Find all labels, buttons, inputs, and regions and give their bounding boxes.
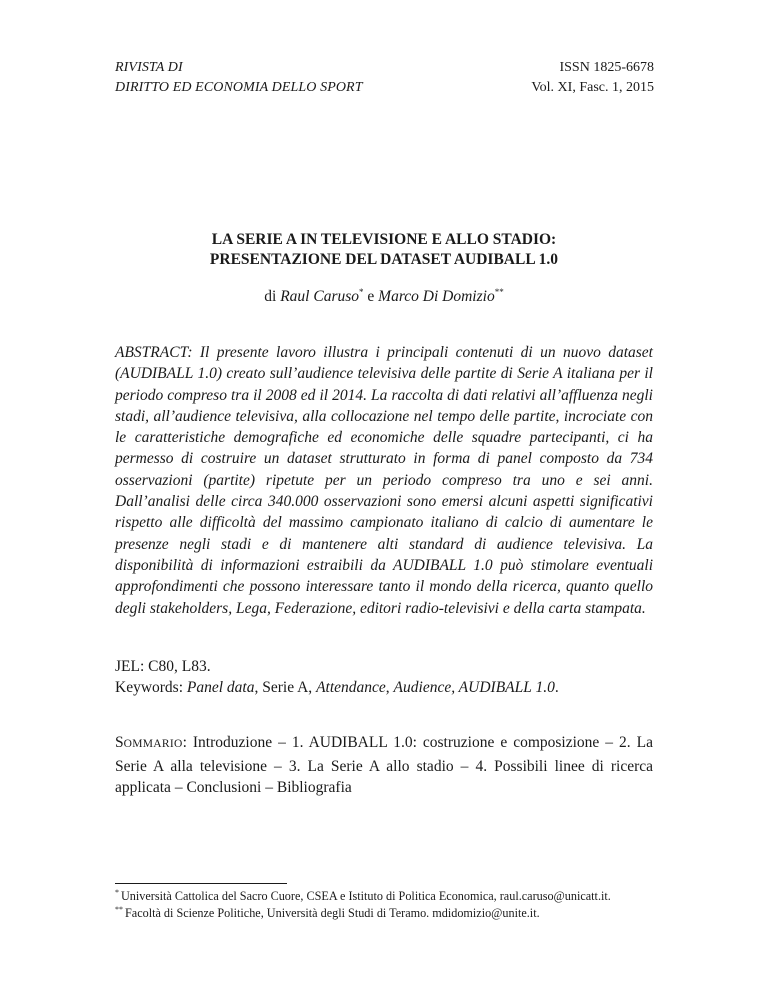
paper-title — [115, 230, 653, 270]
journal-name-line1: RIVISTA DI — [115, 60, 183, 75]
summary-colon: : — [182, 734, 187, 751]
summary-label-initial: S — [115, 734, 124, 751]
footnote-divider — [115, 883, 287, 884]
author-1-footnote-mark: * — [359, 286, 364, 297]
footnote-1-mark: * — [115, 887, 119, 897]
journal-name — [115, 58, 363, 98]
paper-title-line1: LA SERIE A IN TELEVISIONE E ALLO STADIO: — [211, 231, 557, 248]
jel-codes: JEL: C80, L83. — [115, 658, 211, 675]
volume-issue: Vol. XI, Fasc. 1, 2015 — [531, 80, 654, 95]
keywords — [115, 677, 559, 699]
table-of-contents — [115, 732, 653, 799]
paper-title-line2: PRESENTAZIONE DEL DATASET AUDIBALL 1.0 — [209, 251, 559, 268]
footnote-2 — [115, 905, 675, 922]
author-prefix: di — [264, 288, 277, 305]
keywords-label: Keywords: — [115, 679, 184, 696]
footnotes — [115, 888, 675, 922]
keyword-end: . — [554, 679, 559, 696]
keyword-sep-1: , Serie A, — [254, 679, 317, 696]
footnote-2-text: Facoltà di Scienze Politiche, Università degli Studi di Teramo. mdidomizio@unite.it. — [125, 906, 540, 920]
issn: ISSN 1825-6678 — [559, 60, 654, 75]
author-connector: e — [367, 288, 375, 305]
summary-text: Introduzione – 1. AUDIBALL 1.0: costruzione e composizione – 2. La Serie A alla televisione – 3. La Serie A allo stadio – 4. Possibili linee di ricerca applicata – Conclusioni – Bibliografia — [115, 734, 653, 796]
journal-name-line2: DIRITTO ED ECONOMIA DELLO SPORT — [115, 80, 363, 95]
summary-label-rest: OMMARIO — [123, 738, 183, 750]
abstract: ABSTRACT: Il presente lavoro illustra i principali contenuti di un nuovo dataset (AUDIBALL 1.0) creato sull’audience televisiva delle partite di Serie A italiana per il periodo compreso tra il 2008 ed il 2014. La raccolta di dati relativi all’affluenza negli stadi, all’audience televisiva, alla collocazione nel tempo delle partite, incrociate con le caratteristiche demografiche ed economiche delle squadre partecipanti, ci ha permesso di costruire un dataset strutturato in forma di panel composto da 734 osservazioni (partite) ripetute per un periodo compreso tra uno e sei anni. Dall’analisi delle circa 340.000 osservazioni sono emersi alcuni aspetti significativi rispetto alle difficoltà del massimo campionato italiano di calcio di aumentare le presenze negli stadi e di mantenere alti standard di audience televisiva. La disponibilità di informazioni estraibili da AUDIBALL 1.0 può stimolare eventuali approfondimenti che possono interessare tanto il mondo della ricerca, quanto quello degli stakeholders, Lega, Federazione, editori radio-televisivi e della carta stampata. — [115, 344, 653, 617]
journal-issue-info — [531, 58, 654, 98]
author-2-footnote-mark: ** — [494, 286, 504, 297]
keyword-attendance: Attendance — [316, 679, 386, 696]
keyword-panel-data: Panel data — [186, 679, 255, 696]
footnote-2-mark: ** — [115, 904, 123, 914]
author-2: Marco Di Domizio — [378, 288, 495, 305]
author-line — [115, 287, 653, 307]
author-1: Raul Caruso — [280, 288, 360, 305]
footnote-1-text: Università Cattolica del Sacro Cuore, CSEA e Istituto di Politica Economica, raul.caruso@unicatt.it. — [121, 889, 611, 903]
keyword-audience: Audience, AUDIBALL 1.0 — [393, 679, 555, 696]
footnote-1 — [115, 888, 675, 905]
keyword-sep-2: , — [385, 679, 394, 696]
